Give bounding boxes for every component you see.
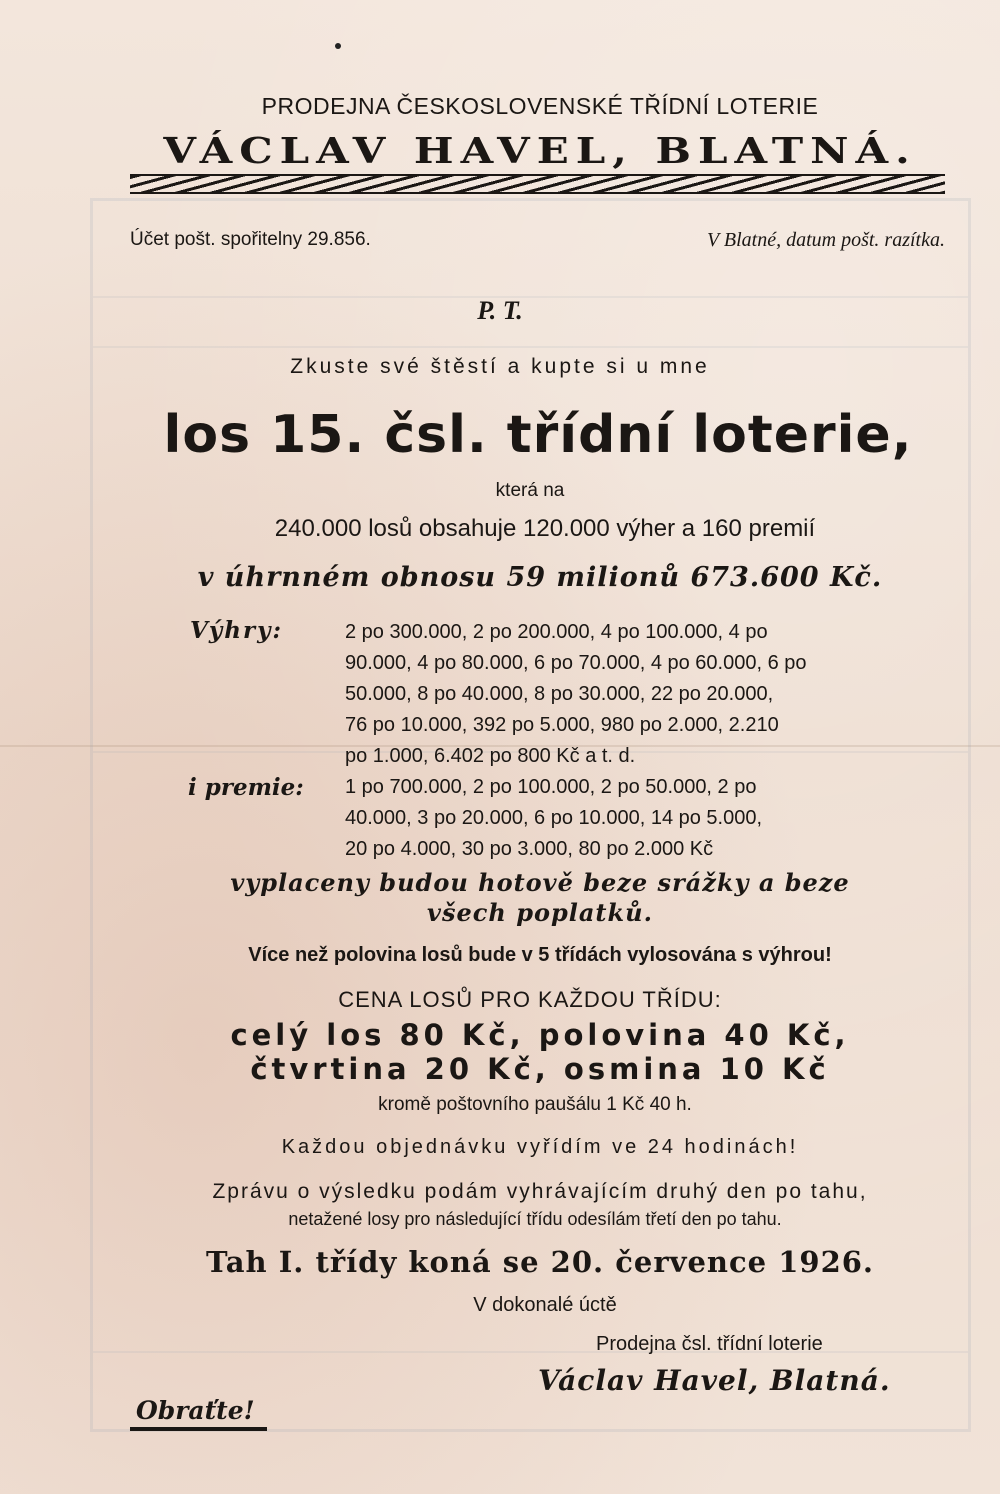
total-amount: v úhrnném obnosu 59 milionů 673.600 Kč.: [197, 562, 883, 593]
header-seller-name: VÁCLAV HAVEL, BLATNÁ.: [163, 129, 917, 172]
show-through-rule: [93, 1351, 968, 1353]
which-on-text: která na: [495, 480, 565, 501]
postage-note: kromě poštovního paušálu 1 Kč 40 h.: [378, 1094, 692, 1115]
payout-note: [40, 868, 1000, 928]
winnings-line: 2 po 300.000, 2 po 200.000, 4 po 100.000, 4 po: [345, 621, 768, 643]
salutation: P. T.: [477, 296, 523, 325]
premiums-line: 40.000, 3 po 20.000, 6 po 10.000, 14 po 5.000,: [345, 807, 763, 829]
premiums-line: 20 po 4.000, 30 po 3.000, 80 po 2.000 Kč: [345, 838, 714, 860]
premiums-list: [345, 772, 762, 865]
winnings-line: 90.000, 4 po 80.000, 6 po 70.000, 4 po 60.000, 6 po: [345, 652, 807, 674]
price-line-2: čtvrtina 20 Kč, osmina 10 Kč: [250, 1052, 830, 1086]
payout-line-2: všech poplatků.: [427, 898, 653, 927]
winnings-line: po 1.000, 6.402 po 800 Kč a t. d.: [345, 745, 636, 767]
signature-shop: Prodejna čsl. třídní loterie: [596, 1333, 823, 1355]
price-heading: CENA LOSŮ PRO KAŽDOU TŘÍDU:: [338, 987, 722, 1012]
signature-name: Václav Havel, Blatná.: [538, 1364, 891, 1397]
winnings-line: 50.000, 8 po 40.000, 8 po 30.000, 22 po 20.000,: [345, 683, 774, 705]
winnings-label: Výhry:: [190, 617, 283, 644]
half-winning-note: Více než polovina losů bude v 5 třídách vylosována s výhrou!: [248, 944, 832, 966]
report-line-1: Zprávu o výsledku podám vyhrávajícím druhý den po tahu,: [212, 1180, 868, 1203]
winnings-line: 76 po 10.000, 392 po 5.000, 980 po 2.000, 2.210: [345, 714, 779, 736]
headline: los 15. čsl. třídní loterie,: [163, 405, 913, 465]
ink-dot: [335, 43, 341, 49]
draw-date: Tah I. třídy koná se 20. července 1926.: [205, 1245, 875, 1279]
ticket-counts: 240.000 losů obsahuje 120.000 výher a 160 premií: [274, 515, 816, 542]
premiums-label: i premie:: [188, 774, 304, 801]
turn-over-note: Obraťte!: [130, 1396, 267, 1431]
place-date: V Blatné, datum pošt. razítka.: [707, 229, 945, 251]
invitation-text: Zkuste své štěstí a kupte si u mne: [290, 355, 710, 378]
account-number: Účet pošt. spořitelny 29.856.: [130, 229, 371, 250]
ornamental-divider: [130, 174, 945, 194]
premiums-line: 1 po 700.000, 2 po 100.000, 2 po 50.000, 2 po: [345, 776, 757, 798]
payout-line-1: vyplaceny budou hotově beze srážky a beze: [230, 868, 850, 897]
regards: V dokonalé úctě: [473, 1294, 617, 1316]
show-through-rule: [93, 346, 968, 348]
report-line-2: netažené losy pro následující třídu odesílám třetí den po tahu.: [288, 1209, 782, 1229]
winnings-list: [345, 617, 807, 772]
price-line-1: celý los 80 Kč, polovina 40 Kč,: [230, 1018, 850, 1052]
order-note: Každou objednávku vyřídím ve 24 hodinách!: [281, 1136, 799, 1158]
header-seller-line: PRODEJNA ČESKOSLOVENSKÉ TŘÍDNÍ LOTERIE: [261, 93, 819, 119]
